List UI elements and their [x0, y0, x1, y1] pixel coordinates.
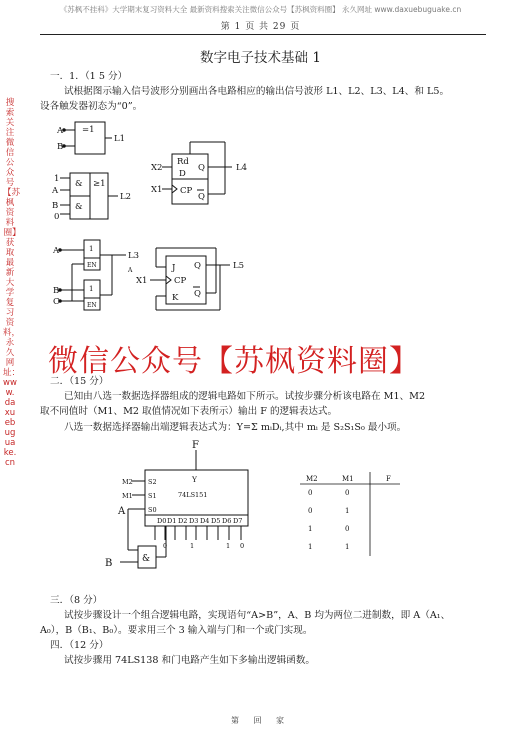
mux-d1: D1: [167, 517, 177, 525]
mux-and: &: [142, 554, 151, 564]
mux-dv0: 0: [163, 542, 168, 550]
mux-dv5: 1: [226, 542, 231, 550]
q1-text-2: 设各触发器初态为“0”。: [40, 101, 143, 112]
jk-qb: Q: [194, 289, 201, 299]
and-symbol-2: &: [75, 202, 83, 212]
in-0: 0: [54, 212, 60, 222]
table-head-f: F: [386, 475, 391, 483]
mux-d5: D5: [211, 517, 221, 525]
xor-in-a: A: [57, 126, 64, 136]
x1-label: X1: [151, 185, 163, 195]
mux-d6: D6: [222, 517, 232, 525]
xor-symbol: =1: [82, 125, 95, 135]
q2-text-1: 已知由八选一数据选择器组成的逻辑电路如下所示。试按步骤分析该电路在 M1、M2: [64, 391, 426, 402]
document-title: 数字电子技术基础 1: [200, 50, 321, 66]
l1-label: L1: [114, 134, 126, 144]
mux-m1: M1: [122, 492, 133, 500]
mux-dv2: 1: [190, 542, 195, 550]
table-r1-c0: 0: [308, 507, 313, 515]
in-b3: B: [53, 286, 60, 296]
q4-heading: 四．（12 分）: [50, 640, 109, 651]
mux-b: B: [105, 558, 113, 569]
table-r0-c1: 0: [345, 489, 350, 497]
jk-q: Q: [194, 261, 201, 271]
table-r2-c0: 1: [308, 525, 313, 533]
dff-qb: Q: [198, 192, 205, 202]
or-symbol: ≥1: [93, 179, 106, 189]
mux-y: Y: [192, 475, 197, 484]
mux-s1: S1: [148, 492, 157, 500]
buf-en-2: EN: [87, 302, 97, 309]
table-r3-c1: 1: [345, 543, 350, 551]
buf-sym-2: 1: [89, 285, 94, 293]
jk-a-small: A: [128, 267, 133, 274]
xor-in-b: B: [57, 142, 64, 152]
table-r0-c0: 0: [308, 489, 313, 497]
mux-s0: S0: [148, 506, 157, 514]
table-r3-c0: 1: [308, 543, 313, 551]
jk-j: J: [172, 263, 176, 273]
header-banner: 《苏枫不挂科》大学期末复习资料大全 最新资料搜索关注微信公众号【苏枫资料圈】 永久网址 www.daxuebuguake.cn: [59, 5, 462, 14]
and-symbol-1: &: [75, 179, 83, 189]
q1-text-1: 试根据图示输入信号波形分别画出各电路相应的输出信号波形 L1、L2、L3、L4、和 L5。: [64, 86, 450, 97]
q2-text-2: 取不同值时（M1、M2 取值情况如下表所示）输出 F 的逻辑表达式。: [40, 406, 338, 417]
q3-heading: 三．（8 分）: [50, 595, 103, 606]
mux-a: A: [118, 506, 126, 517]
mux-dv6: 0: [240, 542, 245, 550]
q2-text-3: 八选一数据选择器输出端逻辑表达式为：Y=Σ mᵢDᵢ,其中 mᵢ 是 S₂S₁S₀ 最小项。: [64, 422, 407, 433]
mux-d3: D3: [189, 517, 199, 525]
x1b-label: X1: [136, 276, 148, 286]
q3-text-1: 试按步骤设计一个组合逻辑电路，实现语句“A>B”，A、B 均为两位二进制数，即 A（A₁、: [64, 610, 451, 621]
mux-d4: D4: [200, 517, 210, 525]
l3-label: L3: [128, 251, 140, 261]
dff-d: D: [179, 169, 186, 179]
x2-label: X2: [151, 163, 163, 173]
q3-text-2: A₀），B（B₁、B₀）。要求用三个 3 输入端与门和一个或门实现。: [40, 625, 313, 636]
mux-s2: S2: [148, 478, 157, 486]
in-a3: A: [53, 246, 60, 256]
watermark-overlay: 微信公众号【苏枫资料圈】: [48, 344, 420, 379]
buf-en-1: EN: [87, 262, 97, 269]
in-a2: A: [52, 186, 59, 196]
l2-label: L2: [120, 192, 132, 202]
q4-text-1: 试按步骤用 74LS138 和门电路产生如下多输出逻辑函数。: [64, 655, 316, 666]
in-b2: B: [52, 201, 59, 211]
dff-rd: Rd: [177, 157, 189, 167]
table-head-m1: M1: [342, 475, 354, 483]
l4-label: L4: [236, 163, 248, 173]
footer-text: 第 回 家: [230, 716, 291, 725]
table-r1-c1: 1: [345, 507, 350, 515]
in-1: 1: [54, 174, 60, 184]
q2-heading: 二．（15 分）: [50, 376, 109, 387]
jk-cp: CP: [174, 276, 187, 286]
side-watermark: 搜索关注微信公众号【苏枫资料圈】获取最新大学复习资料，永久网址：www.daxuebuguake.cn: [3, 98, 21, 468]
mux-f: F: [192, 440, 199, 451]
table-r2-c1: 0: [345, 525, 350, 533]
mux-m2: M2: [122, 478, 133, 486]
mux-d7: D7: [233, 517, 243, 525]
page-number: 第 1 页 共 29 页: [220, 22, 301, 32]
mux-d0: D0: [157, 517, 167, 525]
table-head-m2: M2: [306, 475, 318, 483]
q1-heading: 一．1．（1 5 分）: [50, 71, 128, 82]
dff-cp: CP: [180, 186, 193, 196]
mux-d2: D2: [178, 517, 188, 525]
mux-part: 74LS151: [178, 491, 208, 499]
l5-label: L5: [233, 261, 245, 271]
in-c3: C: [53, 297, 60, 307]
buf-sym-1: 1: [89, 245, 94, 253]
jk-k: K: [172, 293, 179, 303]
dff-q: Q: [198, 163, 205, 173]
